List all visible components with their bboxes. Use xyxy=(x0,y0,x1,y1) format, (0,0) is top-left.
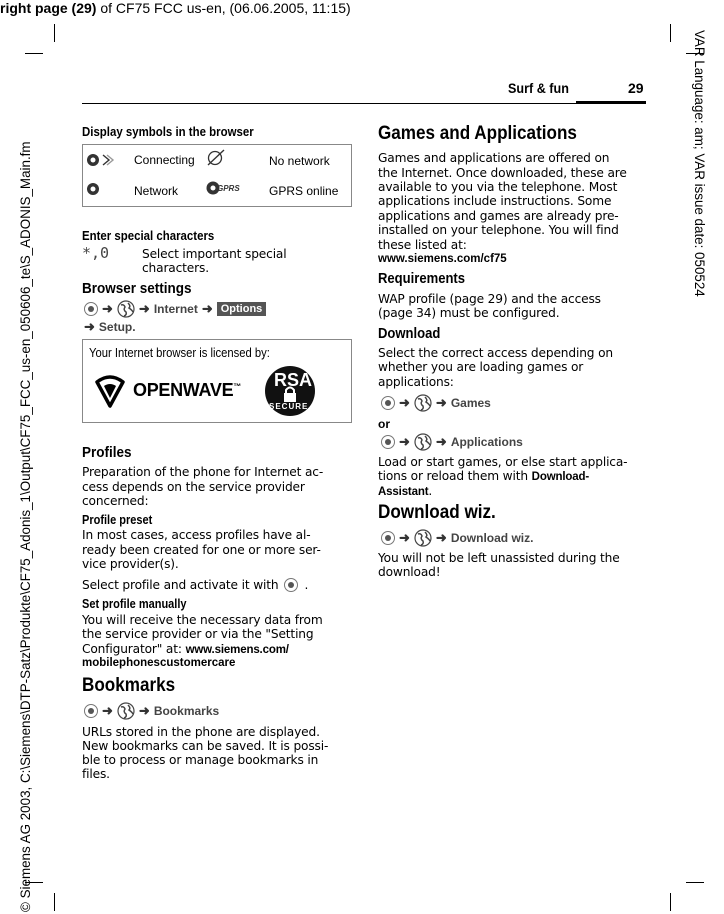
browser-settings-nav-2 xyxy=(84,319,136,335)
secure-text: SECURE xyxy=(269,402,309,411)
bookmarks-line: New bookmarks can be saved. It is possi- xyxy=(82,739,329,753)
load-line-3 xyxy=(378,484,432,500)
bookmarks-line: files. xyxy=(82,767,110,781)
openwave-logo-icon xyxy=(93,374,127,410)
arrow-icon: ➜ xyxy=(138,703,150,718)
bookmarks-line: ble to process or manage bookmarks in xyxy=(82,753,319,767)
rsa-secure-logo xyxy=(265,366,315,416)
crop-mark xyxy=(54,893,55,911)
nav-download-wiz[interactable]: Download wiz. xyxy=(450,531,534,545)
load-line-2 xyxy=(378,469,589,485)
browser-globe-icon xyxy=(117,300,135,318)
special-chars-key: *,0 xyxy=(82,244,110,262)
crop-mark xyxy=(670,24,671,42)
manual-line: the service provider or via the "Setting xyxy=(82,627,314,641)
arrow-icon: ➜ xyxy=(399,434,410,449)
header-number-bar xyxy=(576,101,646,104)
crop-mark xyxy=(670,893,671,911)
nav-applications[interactable]: Applications xyxy=(450,435,523,449)
crop-mark xyxy=(25,53,43,54)
nav-bookmarks[interactable]: Bookmarks xyxy=(153,704,220,718)
manual-line-text: Configurator" at: xyxy=(82,642,182,656)
games-line: these listed at: xyxy=(378,238,467,252)
joystick-icon xyxy=(84,302,98,316)
games-line: available to you via the telephone. Most xyxy=(378,180,618,194)
openwave-tm: ™ xyxy=(233,382,241,391)
arrow-icon: ➜ xyxy=(435,434,447,449)
games-line: applications include instructions. Some xyxy=(378,194,612,208)
browser-settings-heading: Browser settings xyxy=(82,280,192,297)
requirements-line: (page 34) must be configured. xyxy=(378,306,560,320)
display-symbols-table xyxy=(82,144,352,207)
joystick-icon xyxy=(84,704,98,718)
browser-globe-icon xyxy=(117,702,135,720)
bookmarks-nav xyxy=(84,702,219,720)
joystick-icon xyxy=(381,396,395,410)
arrow-icon: ➜ xyxy=(102,703,113,718)
manual-url-1[interactable]: www.siemens.com/ xyxy=(185,644,289,656)
crop-mark xyxy=(54,24,55,42)
download-wiz-heading: Download wiz. xyxy=(378,502,496,523)
display-symbols-heading: Display symbols in the browser xyxy=(82,124,254,139)
no-network-label: No network xyxy=(269,154,330,168)
requirements-line: WAP profile (page 29) and the access xyxy=(378,292,601,306)
download-line: whether you are loading games or xyxy=(378,360,584,374)
preset-line: vice provider(s). xyxy=(82,557,179,571)
bookmarks-line: URLs stored in the phone are displayed. xyxy=(82,725,320,739)
special-chars-desc-1: Select important special xyxy=(142,247,287,261)
preset-line: In most cases, access profiles have al- xyxy=(82,528,311,542)
browser-settings-nav xyxy=(84,300,266,318)
openwave-text: OPENWAVE xyxy=(133,380,234,400)
padlock-icon xyxy=(283,386,297,402)
special-chars-heading: Enter special characters xyxy=(82,228,215,243)
profiles-line: cess depends on the service provider xyxy=(82,480,305,494)
arrow-icon: ➜ xyxy=(84,319,95,334)
games-line: the Internet. Once downloaded, these are xyxy=(378,166,627,180)
profiles-line: Preparation of the phone for Internet ac- xyxy=(82,465,324,479)
bookmarks-heading: Bookmarks xyxy=(82,675,176,696)
games-url[interactable]: www.siemens.com/cf75 xyxy=(378,253,507,265)
license-box xyxy=(82,339,352,423)
rsa-text: RSA xyxy=(274,370,313,390)
download-line: applications: xyxy=(378,375,454,389)
joystick-icon xyxy=(381,435,395,449)
arrow-icon: ➜ xyxy=(138,301,150,316)
arrow-icon: ➜ xyxy=(399,530,410,545)
special-chars-desc-2: characters. xyxy=(142,261,209,275)
arrow-icon: ➜ xyxy=(435,530,447,545)
nav-setup[interactable]: Setup. xyxy=(98,320,136,334)
preset-line: ready been created for one or more ser- xyxy=(82,543,321,557)
side-text-right: VAR Language: am; VAR issue date: 050524 xyxy=(692,30,707,297)
no-network-icon xyxy=(205,147,227,167)
options-softkey[interactable]: Options xyxy=(217,302,267,316)
nav-internet[interactable]: Internet xyxy=(153,302,198,316)
manual-line: You will receive the necessary data from xyxy=(82,613,323,627)
load-line-1: Load or start games, or else start applica- xyxy=(378,455,628,469)
games-line: applications and games are already pre- xyxy=(378,209,619,223)
arrow-icon: ➜ xyxy=(399,395,410,410)
games-line: installed on your telephone. You will find xyxy=(378,223,619,237)
profile-preset-heading: Profile preset xyxy=(82,513,153,527)
crop-mark xyxy=(686,882,704,883)
requirements-heading: Requirements xyxy=(378,271,466,287)
print-info-bold: right page (29) xyxy=(0,0,97,16)
connecting-label: Connecting xyxy=(134,153,195,167)
print-info-line xyxy=(0,0,351,16)
or-label: or xyxy=(378,417,390,431)
select-profile-line xyxy=(82,578,308,593)
header-rule xyxy=(82,103,646,104)
openwave-wordmark xyxy=(133,380,241,401)
profiles-heading: Profiles xyxy=(82,444,132,461)
load-line-2-text: tions or reload them with xyxy=(378,469,528,483)
download-wiz-line: download! xyxy=(378,565,441,579)
download-wiz-nav xyxy=(381,529,533,547)
games-nav xyxy=(381,394,491,412)
games-line: Games and applications are offered on xyxy=(378,151,610,165)
manual-url-2[interactable]: mobilephonescustomercare xyxy=(82,657,236,669)
joystick-icon xyxy=(284,578,298,592)
browser-globe-icon xyxy=(414,394,432,412)
browser-globe-icon xyxy=(414,529,432,547)
download-wiz-line: You will not be left unassisted during the xyxy=(378,551,620,565)
arrow-icon: ➜ xyxy=(102,301,113,316)
side-text-left: © Siemens AG 2003, C:\Siemens\DTP-Satz\Produkte\CF75_Adonis_1\Output\CF75_FCC_us-en_050606_te\S_ADONIS_Main.fm xyxy=(18,141,33,912)
download-assistant-link-end[interactable]: Assistant xyxy=(378,486,429,498)
license-text: Your Internet browser is licensed by: xyxy=(89,346,270,360)
network-icon xyxy=(86,181,102,197)
download-assistant-link[interactable]: Download- xyxy=(531,471,590,483)
manual-line-3 xyxy=(82,642,289,658)
applications-nav xyxy=(381,433,523,451)
joystick-icon xyxy=(381,531,395,545)
manual-profile-heading: Set profile manually xyxy=(82,597,187,611)
download-line: Select the correct access depending on xyxy=(378,346,613,360)
arrow-icon: ➜ xyxy=(435,395,447,410)
gprs-tag: GPRS xyxy=(217,184,240,193)
load-line-3-period: . xyxy=(428,484,433,498)
select-profile-text: Select profile and activate it with xyxy=(82,578,279,592)
gprs-online-label: GPRS online xyxy=(269,184,339,198)
browser-globe-icon xyxy=(414,433,432,451)
select-profile-end: . xyxy=(304,578,309,592)
nav-games[interactable]: Games xyxy=(450,396,491,410)
download-heading: Download xyxy=(378,326,441,342)
print-info-rest: of CF75 FCC us-en, (06.06.2005, 11:15) xyxy=(96,0,351,16)
games-heading: Games and Applications xyxy=(378,123,577,144)
profiles-line: concerned: xyxy=(82,494,149,508)
arrow-icon: ➜ xyxy=(201,301,213,316)
network-label: Network xyxy=(134,184,179,198)
running-title: Surf & fun xyxy=(508,80,569,96)
page-number: 29 xyxy=(628,80,644,96)
connecting-icon xyxy=(86,152,120,168)
